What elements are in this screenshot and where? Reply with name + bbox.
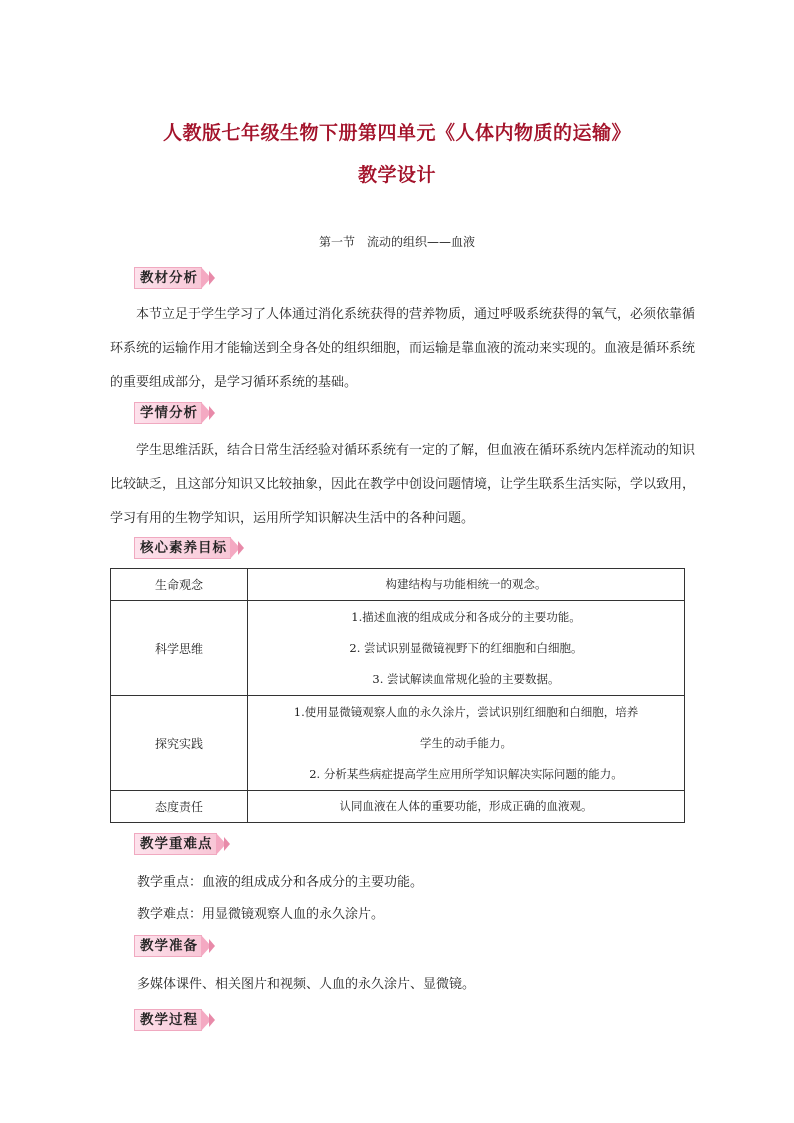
row-content	[248, 791, 685, 823]
tag-learner-analysis	[134, 403, 215, 423]
tag-arrow-icon	[209, 1013, 215, 1027]
textbook-analysis-text: 本节立足于学生学习了人体通过消化系统获得的营养物质，通过呼吸系统获得的氧气，必须依靠循环系统的运输作用才能输送到全身各处的组织细胞，而运输是靠血液的流动来实现的。血液是循环系统的重要组成部分，是学习循环系统的基础。	[110, 307, 696, 390]
tag-arrow-icon	[209, 406, 215, 420]
row-head: 探究实践	[111, 696, 248, 791]
tag-textbook-analysis	[134, 268, 215, 288]
row-line: 构建结构与功能相统一的观念。	[385, 577, 547, 591]
row-head: 态度责任	[111, 791, 248, 823]
tag-label: 教学过程	[134, 1009, 202, 1031]
row-head: 科学思维	[111, 601, 248, 696]
document-title: 人教版七年级生物下册第四单元《人体内物质的运输》	[162, 122, 631, 144]
tag-label: 教学重难点	[134, 833, 217, 855]
tag-label: 学情分析	[134, 402, 202, 424]
tag-arrow-icon	[209, 939, 215, 953]
tag-label: 核心素养目标	[134, 537, 231, 559]
row-head: 生命观念	[111, 569, 248, 601]
document-subtitle: 教学设计	[357, 164, 436, 186]
row-line: 2. 分析某些病症提高学生应用所学知识解决实际问题的能力。	[309, 766, 623, 781]
table-row	[111, 601, 685, 696]
row-line: 1.描述血液的组成成分和各成分的主要功能。	[351, 609, 581, 624]
teaching-difficulty: 教学难点：用显微镜观察人血的永久涂片。	[137, 907, 385, 922]
section-title: 第一节 流动的组织——血液	[318, 235, 475, 249]
core-goals-table	[110, 568, 685, 823]
tag-core-goals	[134, 538, 244, 558]
tag-process	[134, 1010, 215, 1030]
row-line: 学生的动手能力。	[420, 735, 512, 750]
row-line: 1.使用显微镜观察人血的永久涂片，尝试识别红细胞和白细胞，培养	[293, 704, 639, 719]
table-row	[111, 569, 685, 601]
tag-label: 教材分析	[134, 267, 202, 289]
row-line: 3. 尝试解读血常规化验的主要数据。	[372, 671, 560, 686]
row-content	[248, 601, 685, 696]
row-content	[248, 696, 685, 791]
tag-arrow-icon	[238, 541, 244, 555]
learner-analysis-text: 学生思维活跃，结合日常生活经验对循环系统有一定的了解，但血液在循环系统内怎样流动的知识比较缺乏，且这部分知识又比较抽象，因此在教学中创设问题情境，让学生联系生活实际，学以致用，学习有用的生物学知识，运用所学知识解决生活中的各种问题。	[110, 443, 696, 526]
row-line: 2. 尝试识别显微镜视野下的红细胞和白细胞。	[349, 640, 583, 655]
teaching-focus: 教学重点：血液的组成成分和各成分的主要功能。	[137, 875, 424, 890]
tag-arrow-icon	[224, 837, 230, 851]
row-content	[248, 569, 685, 601]
tag-preparation	[134, 936, 215, 956]
preparation-text: 多媒体课件、相关图片和视频、人血的永久涂片、显微镜。	[137, 977, 476, 992]
table-row	[111, 696, 685, 791]
table-row	[111, 791, 685, 823]
tag-key-points	[134, 834, 230, 854]
row-line: 认同血液在人体的重要功能，形成正确的血液观。	[339, 799, 593, 813]
tag-arrow-icon	[209, 271, 215, 285]
tag-label: 教学准备	[134, 935, 202, 957]
